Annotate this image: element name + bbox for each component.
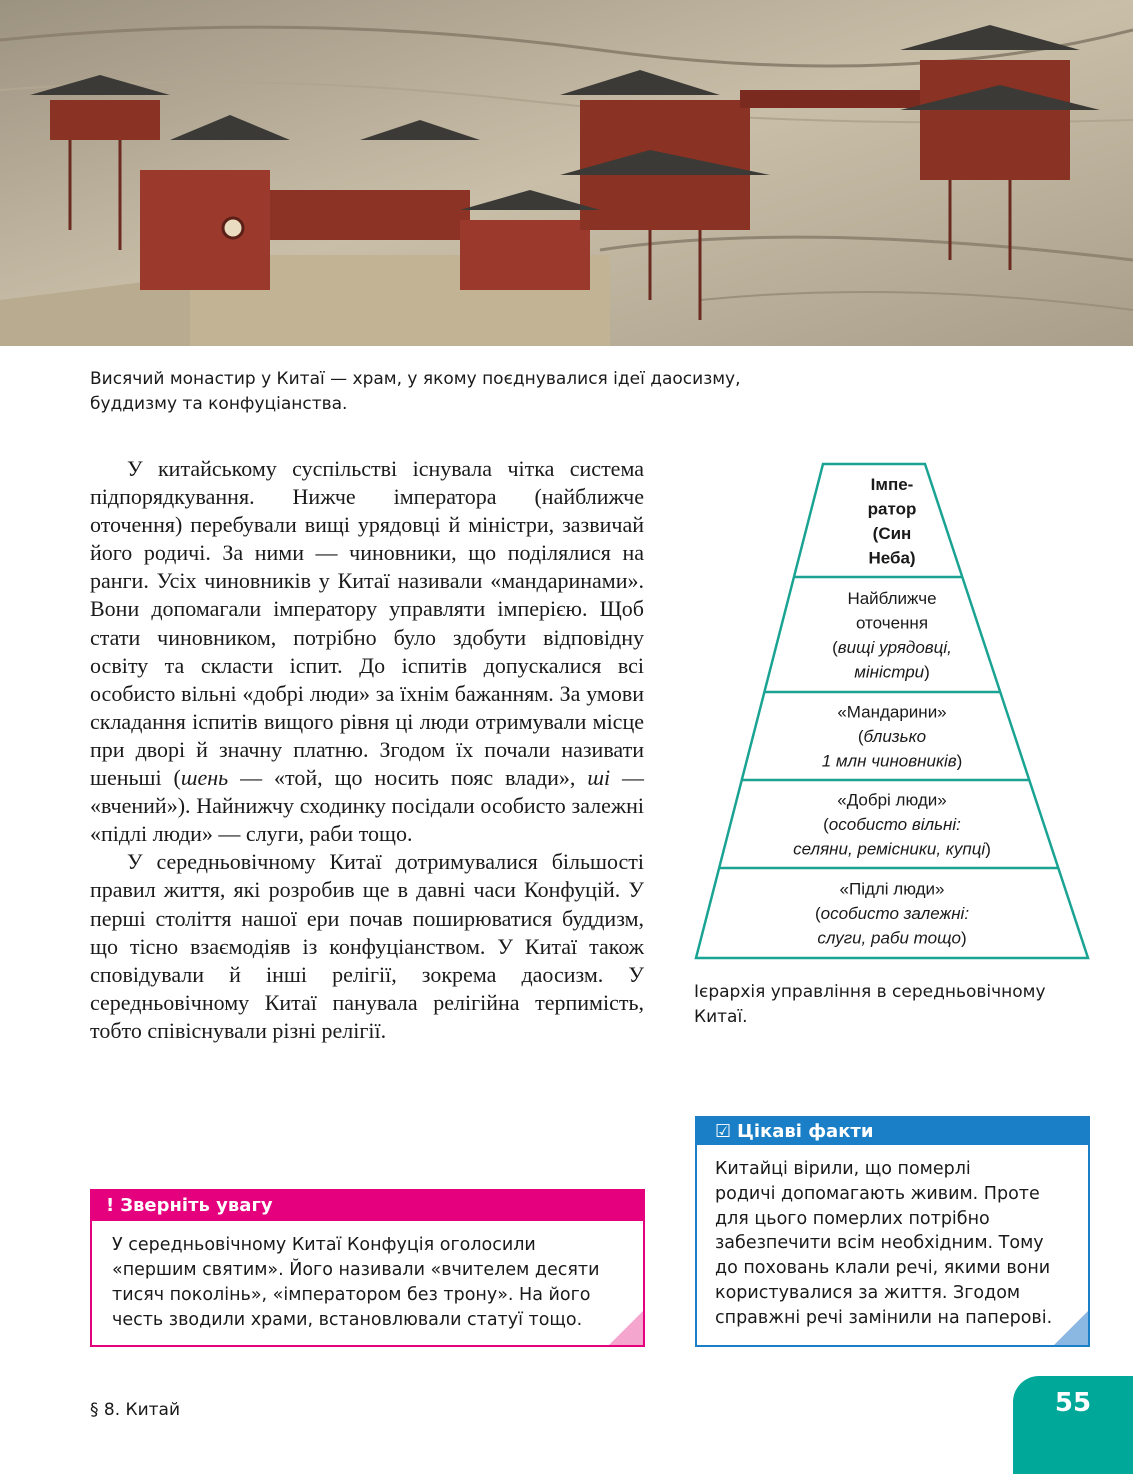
pyramid-level-label: селяни, ремісники, купці) [793, 839, 991, 859]
pyramid-level-label: міністри) [854, 662, 930, 682]
facts-line: родичі допомагають живим. Проте [715, 1183, 1040, 1204]
facts-line: забезпечити всім необхідним. Тому [715, 1233, 1044, 1254]
pyramid-level-label: оточення [855, 613, 929, 633]
page-curl-icon [609, 1311, 643, 1345]
pyramid-emperor-label: ратор [867, 499, 917, 519]
attention-line: честь зводили храми, встановлювали статуї тощо. [112, 1310, 583, 1330]
hierarchy-pyramid [694, 462, 1090, 962]
pyramid-emperor-label: Неба) [868, 548, 916, 568]
pyramid-level-label: (близько [857, 727, 927, 746]
pyramid-level-label: Найближче [847, 588, 937, 608]
monastery-photo [0, 0, 1133, 346]
term-shi: ші [587, 765, 611, 791]
footer-section: § 8. Китай [90, 1400, 181, 1420]
pyramid-level-label: «Підлі люди» [839, 879, 945, 899]
pyramid-level-label: 1 млн чиновників) [821, 751, 963, 771]
facts-box-title: Цікаві факти [737, 1121, 874, 1142]
pyramid-level-label: «Мандарини» [837, 702, 947, 722]
photo-caption-line: Висячий монастир у Китаї — храм, у якому поєднувалися ідеї даосизму, [90, 369, 741, 389]
paragraph-religion: У середньовічному Китаї дотримувалися більшості правил життя, які розробив ще в давні часи Конфуцій. У перші століття нашої ери почав поширюватися буддизм, що тісно взаємодіяв із конфуціанством. У Китаї також сповідували й інші релігії, зокрема даосизм. У середньовічному Китаї панувала релігійна терпимість, тобто співіснували різні релігії. [90, 849, 644, 1043]
page-number: 55 [1013, 1376, 1133, 1474]
facts-box-body [697, 1145, 1088, 1331]
paragraph-text: У китайському суспільстві існувала чітка система підпорядкування. Нижче імператора (найближче оточення) перебували вищі урядовці й міністри, зазвичай його родичі. За ними — чиновники, що поділялися на ранги. Усіх чиновників у Китаї називали «мандаринами». Вони допомагали імператору управляти імперією. Щоб стати чиновником, потрібно було здобути відповідну освіту та скласти іспит. До іспитів допускалися всі особисто вільні «добрі люди» за їхнім бажанням. За умови складання іспитів вищого рівня ці люди отримували місце при дворі й значну платню. Згодом їх почали називати шеньші ( [90, 456, 644, 791]
pyramid-level-label: «Добрі люди» [837, 790, 947, 810]
paragraph-hierarchy [90, 455, 644, 848]
pyramid-level-label: (вищі урядовці, [832, 637, 952, 657]
pyramid-level-label: (особисто вільні: [823, 815, 961, 834]
facts-line: до поховань клали речі, якими вони [715, 1258, 1051, 1279]
pyramid-caption-line: Ієрархія управління в середньовічному [694, 982, 1046, 1002]
pyramid-level-label: (особисто залежні: [814, 904, 970, 923]
photo-caption [90, 367, 850, 417]
term-shen: шень [180, 765, 229, 791]
page-curl-icon [1054, 1311, 1088, 1345]
pyramid-level-label: слуги, раби тощо) [817, 928, 967, 948]
attention-box-body [92, 1221, 643, 1333]
paragraph-text: — «вчений»). Найнижчу сходинку посідали особисто залежні «підлі люди» — слуги, раби тощо. [90, 765, 645, 847]
attention-line: «першим святим». Його називали «вчителем десяти [112, 1260, 600, 1280]
attention-box-title: Зверніть увагу [120, 1195, 273, 1216]
exclamation-icon: ! [106, 1195, 115, 1216]
attention-line: тисяч поколінь», «імператором без трону». На його [112, 1285, 591, 1305]
attention-line: У середньовічному Китаї Конфуція оголосили [112, 1235, 536, 1255]
facts-line: Китайці вірили, що померлі [715, 1159, 971, 1179]
attention-box-header [92, 1191, 643, 1221]
facts-line: користувалися за життя. Згодом [715, 1282, 1021, 1303]
facts-box-header [697, 1118, 1088, 1145]
attention-box [90, 1189, 645, 1347]
main-text [90, 455, 644, 1045]
hanging-monastery-photo [0, 0, 1133, 346]
photo-caption-line: буддизму та конфуціанства. [90, 394, 348, 414]
pyramid-caption [694, 980, 1084, 1030]
facts-line: справжні речі замінили на паперові. [715, 1307, 1053, 1328]
facts-line: для цього померлих потрібно [715, 1208, 990, 1229]
checkbox-icon: ☑ [715, 1121, 732, 1142]
pyramid-emperor-label: Імпе- [870, 474, 914, 494]
facts-box [695, 1116, 1090, 1347]
paragraph-text: — «той, що носить пояс влади», [228, 765, 588, 791]
pyramid-emperor-label: (Син [872, 523, 912, 543]
pyramid-caption-line: Китаї. [694, 1007, 748, 1027]
